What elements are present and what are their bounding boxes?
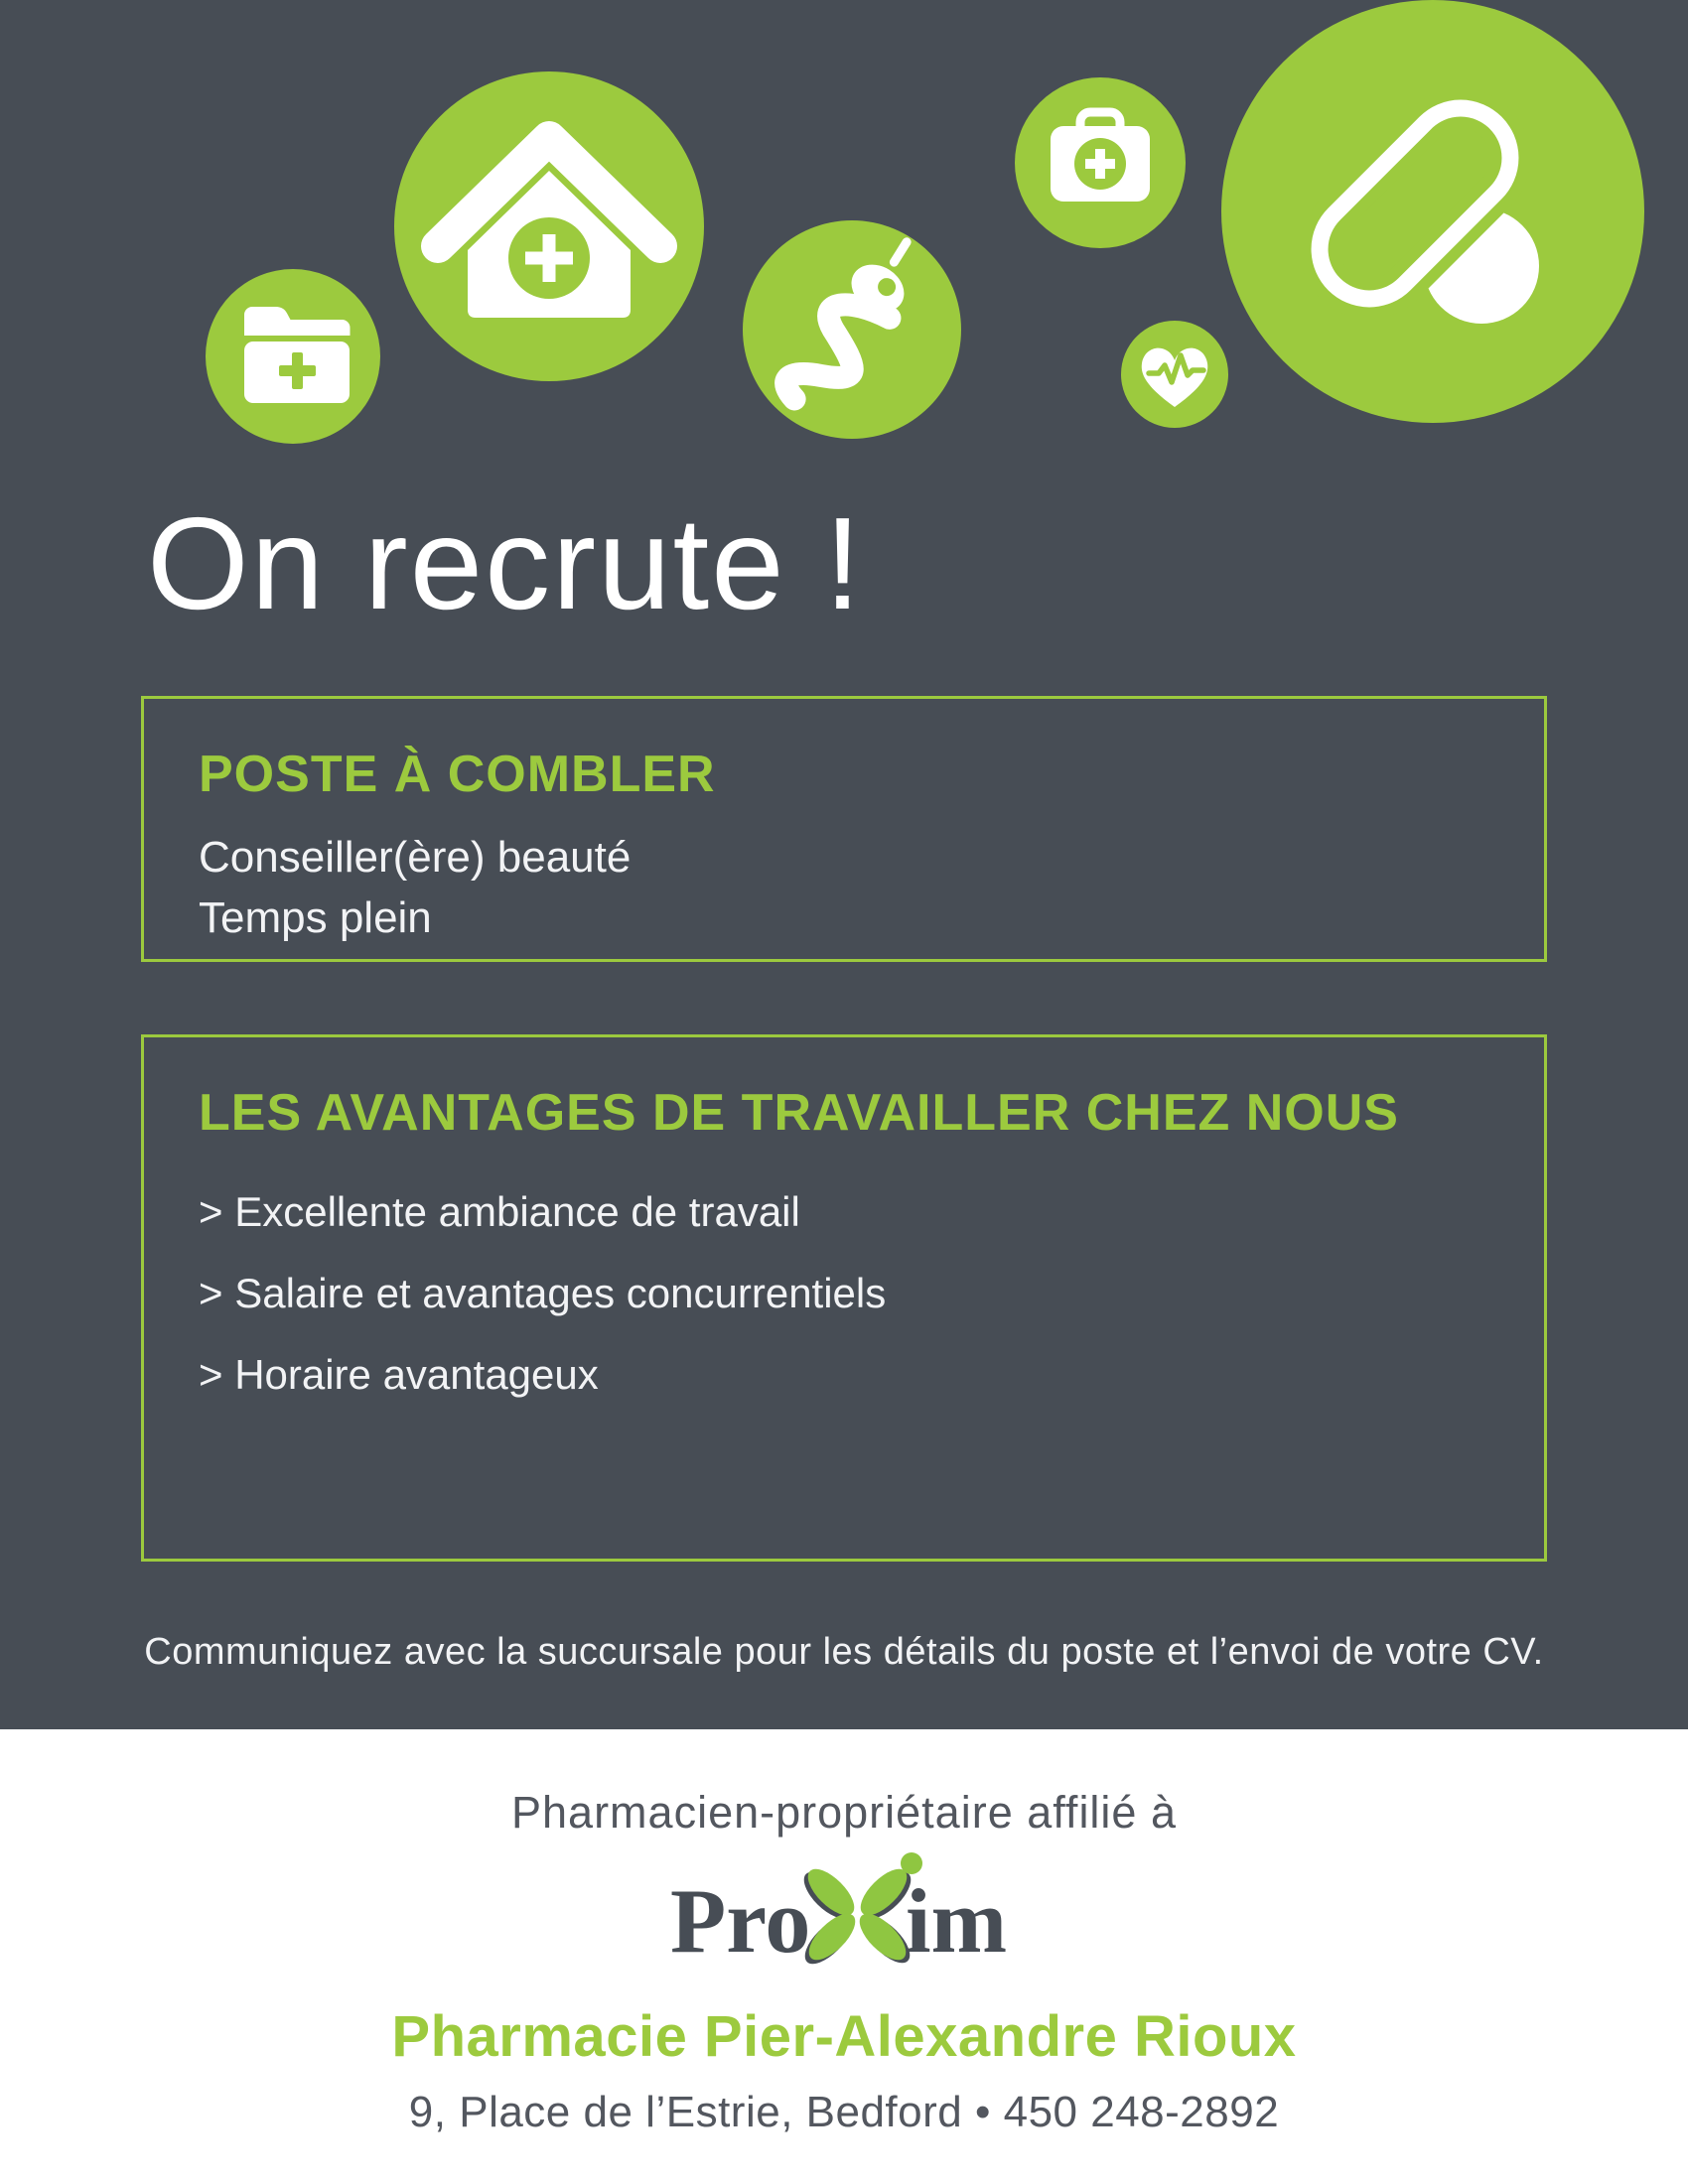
- pill-capsule-icon: [1221, 0, 1644, 423]
- heart-pulse-icon: [1121, 321, 1228, 428]
- benefits-box-heading: LES AVANTAGES DE TRAVAILLER CHEZ NOUS: [199, 1084, 1399, 1142]
- medical-house-icon: [394, 71, 704, 381]
- position-box: [141, 696, 1547, 962]
- position-box-heading: POSTE À COMBLER: [199, 746, 716, 803]
- proxim-logo-x-icon: [796, 1852, 922, 1972]
- proxim-logo: [670, 1852, 1018, 1983]
- benefit-item: > Horaire avantageux: [199, 1351, 599, 1398]
- benefit-list: [199, 1188, 1504, 1399]
- first-aid-kit-icon: [1015, 77, 1186, 248]
- affiliation-text: Pharmacien-propriétaire affilié à: [511, 1787, 1177, 1838]
- folder-plus-icon: [206, 269, 380, 444]
- icon-band: [0, 0, 1688, 467]
- pharmacy-address: 9, Place de l’Estrie, Bedford • 450 248-2892: [408, 2088, 1280, 2136]
- benefit-item: > Salaire et avantages concurrentiels: [199, 1270, 887, 1316]
- poster-footer: [0, 1729, 1688, 2184]
- benefits-box: [141, 1034, 1547, 1562]
- proxim-logo-text-im: im: [906, 1870, 1008, 1972]
- proxim-logo-text-pro: Pro: [670, 1870, 811, 1972]
- position-line: Conseiller(ère) beauté: [199, 833, 632, 882]
- contact-note: Communiquez avec la succursale pour les détails du poste et l’envoi de votre CV.: [144, 1631, 1544, 1673]
- page-title: On recrute !: [147, 490, 863, 636]
- benefit-item: > Excellente ambiance de travail: [199, 1188, 800, 1235]
- asclepius-icon: [743, 220, 961, 439]
- position-line: Temps plein: [199, 892, 432, 942]
- pharmacy-name: Pharmacie Pier-Alexandre Rioux: [391, 2004, 1297, 2069]
